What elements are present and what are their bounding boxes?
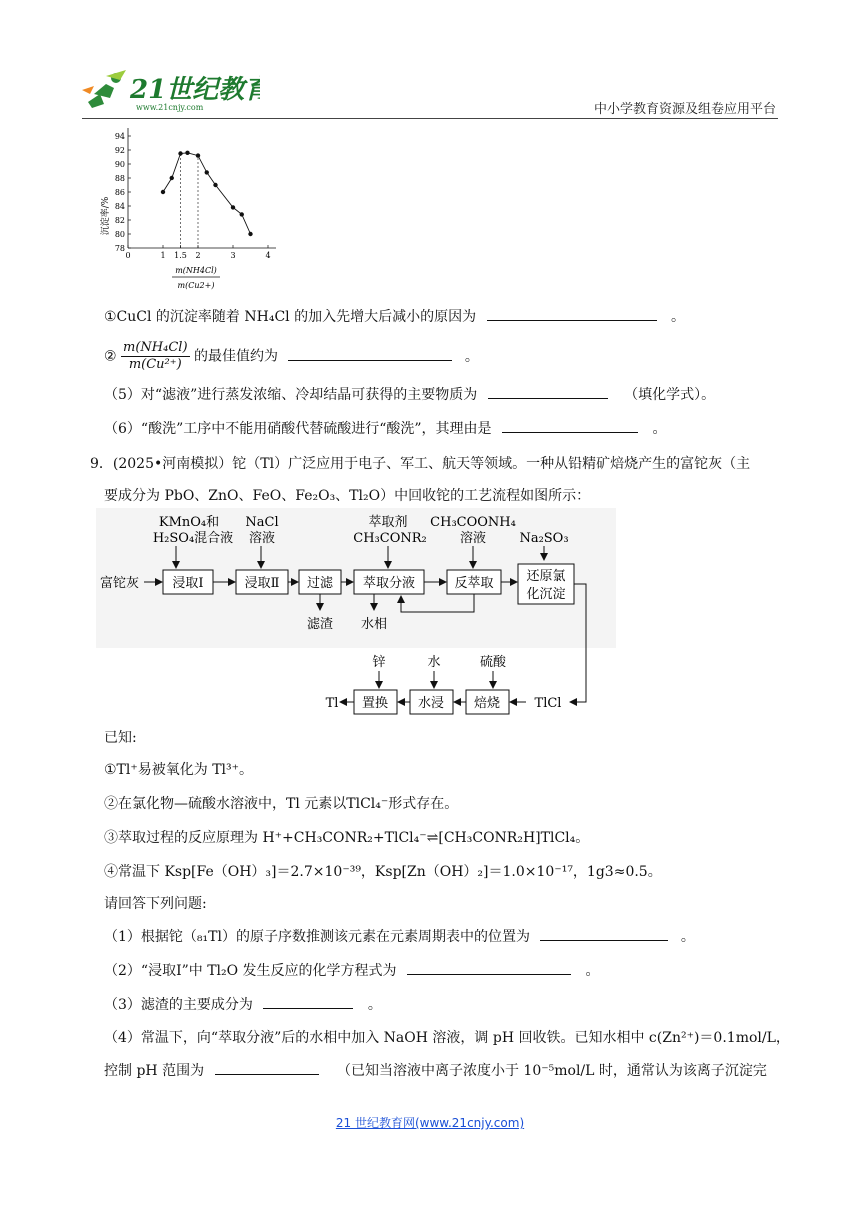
- runner-logo-icon: [82, 70, 126, 108]
- end-mark: 。: [464, 348, 479, 365]
- q9-known-2: ②在氯化物—硫酸水溶液中，Tl 元素以TlCl₄⁻形式存在。: [104, 796, 459, 812]
- reagent-h2so4: H₂SO₄混合液: [152, 531, 234, 546]
- answer-blank[interactable]: [288, 346, 452, 361]
- q9-ask: 请回答下列问题:: [104, 896, 207, 912]
- answer-blank[interactable]: [540, 926, 668, 941]
- q8-part6-text: （6）“酸洗”工序中不能用硝酸代替硫酸进行“酸洗”，其理由是: [104, 421, 492, 437]
- q9-part4-line1: （4）常温下，向“萃取分液”后的水相中加入 NaOH 溶液，调 pH 回收铁。已知水相中 c(Zn²⁺)＝0.1mol/L，: [104, 1030, 790, 1046]
- flow-start: 富铊灰: [100, 576, 140, 591]
- fraction-denominator: m(Cu²⁺): [128, 357, 182, 372]
- box-replace: 置换: [361, 696, 389, 711]
- chart-y-tick-label: 92: [114, 146, 125, 155]
- box-leach1: 浸取Ⅰ: [172, 576, 204, 591]
- reagent-sulfuric: 硫酸: [479, 655, 507, 670]
- chart-xlabel-num: m(NH4Cl): [175, 266, 217, 275]
- q8-ratio-prefix: ②: [104, 348, 117, 365]
- chart-x-tick-label: 2: [195, 251, 201, 260]
- q9-part4-text: 控制 pH 范围为: [104, 1063, 205, 1079]
- box-extraction: 萃取分液: [362, 576, 416, 591]
- q9-known-1: ①Tl⁺易被氧化为 Tl³⁺。: [104, 762, 254, 778]
- chart-x-tick-label: 4: [265, 251, 271, 260]
- reagent-ch3coonh4-sol: 溶液: [459, 531, 487, 546]
- answer-blank[interactable]: [502, 418, 638, 433]
- q9-intro-line2: 要成分为 PbO、ZnO、FeO、Fe₂O₃、Tl₂O）中回收铊的工艺流程如图所示：: [104, 488, 591, 504]
- q9-part2-line: [104, 960, 599, 981]
- q9-known: 已知:: [104, 730, 137, 746]
- q9-part1-text: （1）根据铊（₈₁Tl）的原子序数推测该元素在元素周期表中的位置为: [104, 929, 530, 945]
- q9-known-3: ③萃取过程的反应原理为 H⁺+CH₃CONR₂+TlCl₄⁻⇌[CH₃CONR₂H]TlCl₄。: [104, 830, 590, 846]
- q8-part5-tail: （填化学式）。: [624, 387, 716, 403]
- answer-blank[interactable]: [407, 960, 571, 975]
- end-mark: 。: [652, 421, 667, 437]
- chart-y-tick-label: 86: [114, 188, 125, 197]
- chart-point: [178, 151, 182, 155]
- chart-y-tick-label: 84: [114, 202, 125, 211]
- chart-x-tick-label: 0: [125, 251, 131, 260]
- chart-series-line: [163, 153, 251, 234]
- q8-part5-text: （5）对“滤液”进行蒸发浓缩、冷却结晶可获得的主要物质为: [104, 387, 478, 403]
- reagent-extractant: 萃取剂: [368, 515, 408, 530]
- row2-tlcl: TlCl: [534, 696, 562, 711]
- chart-x-tick-label: 1.5: [174, 251, 187, 260]
- waste-aqueous: 水相: [360, 617, 388, 632]
- reagent-zinc: 锌: [372, 655, 386, 670]
- q9-part4-note: （已知当溶液中离子浓度小于 10⁻⁵mol/L 时，通常认为该离子沉淀完: [336, 1063, 767, 1079]
- process-flow-diagram: [96, 508, 616, 726]
- logo-wordmark: 21世纪教育: [130, 75, 260, 105]
- box-reduce1: 还原氯: [526, 569, 566, 584]
- footer-link[interactable]: 21 世纪教育网(www.21cnjy.com): [335, 1116, 525, 1130]
- q9-part4-line2: [104, 1060, 767, 1081]
- answer-blank[interactable]: [488, 384, 608, 399]
- end-mark: 。: [585, 963, 600, 979]
- header-divider: [82, 118, 778, 119]
- reagent-kmno4: KMnO₄和: [158, 515, 220, 530]
- q9-intro-line1: 9．(2025•河南模拟）铊（Tl）广泛应用于电子、军工、航天等领域。一种从铅精矿焙烧产生的富铊灰（主: [90, 456, 751, 472]
- box-water-leach: 水浸: [417, 696, 445, 711]
- waste-residue: 滤渣: [306, 617, 334, 632]
- ratio-fraction: [121, 340, 190, 373]
- chart-xlabel-den: m(Cu2+): [177, 281, 215, 290]
- end-mark: 。: [671, 309, 685, 325]
- q8-part5-line: [104, 384, 715, 405]
- box-filter: 过滤: [306, 576, 334, 591]
- answer-blank[interactable]: [263, 994, 353, 1009]
- chart-y-tick-label: 82: [114, 216, 125, 225]
- reagent-nacl: NaCl: [245, 515, 279, 530]
- box-leach2: 浸取Ⅱ: [244, 576, 280, 591]
- chart-x-tick-label: 3: [230, 251, 236, 260]
- header-platform-name: 中小学教育资源及组卷应用平台: [593, 102, 776, 117]
- fraction-numerator: m(NH₄Cl): [123, 340, 188, 355]
- reagent-ch3conr2: CH₃CONR₂: [353, 531, 427, 546]
- site-logo[interactable]: [80, 64, 260, 114]
- q9-part3-text: （3）滤渣的主要成分为: [104, 997, 253, 1013]
- chart-y-tick-label: 78: [114, 244, 125, 253]
- q8-part6-line: [104, 418, 666, 439]
- chart-y-tick-label: 94: [114, 132, 125, 141]
- reagent-water: 水: [427, 655, 441, 670]
- q9-part2-text: （2）“浸取Ⅰ”中 Tl₂O 发生反应的化学方程式为: [104, 963, 397, 979]
- chart-point: [248, 232, 252, 236]
- chart-point: [231, 205, 235, 209]
- row2-tl: Tl: [325, 696, 339, 711]
- q8-reason-line: [104, 306, 685, 327]
- chart-point: [161, 190, 165, 194]
- reagent-na2so3: Na₂SO₃: [519, 531, 569, 546]
- chart-point: [205, 170, 209, 174]
- q8-ratio-line: [104, 340, 479, 373]
- chart-x-tick-label: 1: [160, 251, 166, 260]
- q9-known-4: ④常温下 Ksp[Fe（OH）₃]＝2.7×10⁻³⁹，Ksp[Zn（OH）₂]＝1.0×10⁻¹⁷，1g3≈0.5。: [104, 864, 662, 880]
- answer-blank[interactable]: [215, 1060, 319, 1075]
- reagent-nacl-sol: 溶液: [248, 531, 276, 546]
- reagent-ch3coonh4: CH₃COONH₄: [430, 515, 516, 530]
- end-mark: 。: [367, 997, 382, 1013]
- chart-ylabel: 沉淀率/%: [101, 196, 111, 236]
- q8-ratio-suffix: 的最佳值约为: [193, 348, 278, 365]
- box-roast: 焙烧: [473, 696, 501, 711]
- q9-part1-line: [104, 926, 695, 947]
- q9-part3-line: [104, 994, 382, 1015]
- precipitation-chart: [96, 128, 286, 297]
- chart-point: [185, 151, 189, 155]
- chart-y-tick-label: 80: [114, 230, 125, 239]
- box-back-extraction: 反萃取: [454, 576, 494, 591]
- chart-point: [213, 183, 217, 187]
- chart-y-tick-label: 90: [114, 160, 125, 169]
- chart-point: [196, 153, 200, 157]
- chart-point: [170, 176, 174, 180]
- answer-blank[interactable]: [487, 306, 657, 321]
- logo-url: www.21cnjy.com: [136, 103, 204, 112]
- q8-reason-text: ①CuCl 的沉淀率随着 NH₄Cl 的加入先增大后减小的原因为: [104, 309, 477, 325]
- chart-point: [240, 212, 244, 216]
- chart-y-tick-label: 88: [114, 174, 125, 183]
- box-reduce2: 化沉淀: [526, 587, 566, 602]
- end-mark: 。: [680, 929, 695, 945]
